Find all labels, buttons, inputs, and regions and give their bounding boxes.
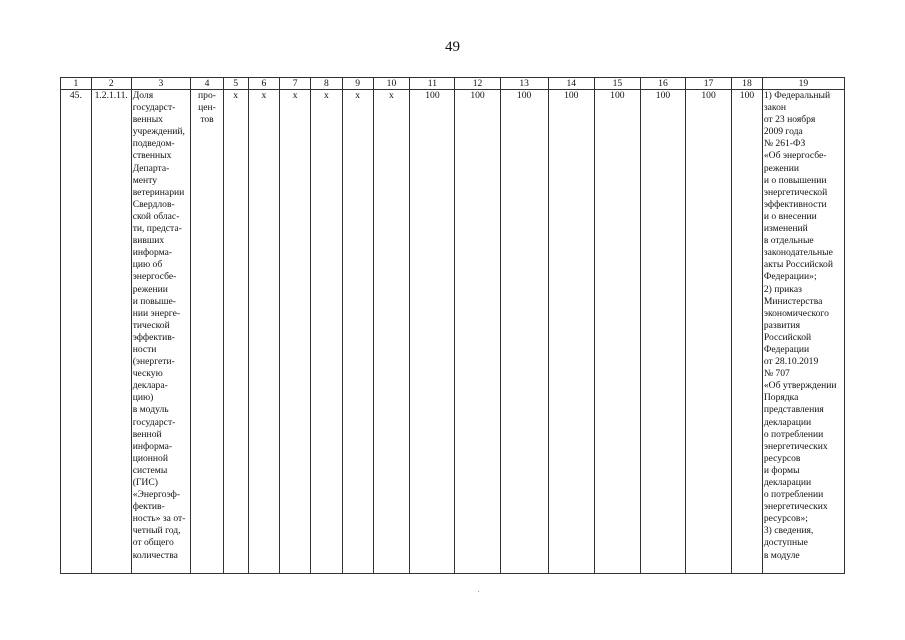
header-cell: 19 [762, 78, 844, 90]
header-cell: 8 [311, 78, 343, 90]
value-cell: 100 [686, 90, 732, 574]
value-cell: 100 [732, 90, 763, 574]
scan-speck [478, 591, 479, 592]
header-cell: 7 [280, 78, 311, 90]
header-cell: 16 [640, 78, 685, 90]
value-cell: 100 [594, 90, 640, 574]
header-cell: 17 [686, 78, 732, 90]
header-cell: 18 [732, 78, 763, 90]
header-cell: 2 [91, 78, 131, 90]
header-cell: 9 [342, 78, 373, 90]
header-cell: 3 [131, 78, 190, 90]
page-number: 49 [445, 39, 460, 55]
value-cell: 100 [640, 90, 685, 574]
header-cell: 10 [373, 78, 410, 90]
value-cell: 100 [548, 90, 594, 574]
header-cell: 6 [248, 78, 280, 90]
header-cell: 15 [594, 78, 640, 90]
value-cell: x [311, 90, 343, 574]
header-cell: 12 [455, 78, 500, 90]
header-cell: 4 [191, 78, 224, 90]
unit-of-measure: про- цен- тов [191, 90, 224, 574]
indicator-name: Доля государст- венных учреждений, подведом- ственных Дeпарта- менту ветеринарии Свердлов- ской облас- ти, предста- вивших информа- цию об энергосбе- режении и повыше- нии энерге- тической эффектив- ности (энергети- ческую деклара- цию) в модуль государст- венной информа- ционной системы (ГИС) «Энергоэф- фектив- ность» за от- четный год, от общего количества [131, 90, 190, 574]
source-reference: 1) Федеральный закон от 23 ноября 2009 года № 261-ФЗ «Об энергосбе- режении и о повышении энергетической эффективности и о внесении изменений в отдельные законодательные акты Российской Федерации»; 2) приказ Министерства экономического развития Российской Федерации от 28.10.2019 № 707 «Об утверждении Порядка представления декларации о потреблении энергетических ресурсов и формы декларации о потреблении энергетических ресурсов»; 3) сведения, доступные в модуле [762, 90, 844, 574]
value-cell: x [342, 90, 373, 574]
value-cell: x [373, 90, 410, 574]
header-cell: 14 [548, 78, 594, 90]
header-cell: 13 [500, 78, 548, 90]
header-row [61, 78, 845, 90]
value-cell: 100 [455, 90, 500, 574]
value-cell: x [280, 90, 311, 574]
value-cell: x [223, 90, 248, 574]
row-code: 1.2.1.11. [91, 90, 131, 574]
value-cell: 100 [500, 90, 548, 574]
indicator-table [60, 77, 845, 574]
value-cell: 100 [410, 90, 455, 574]
header-cell: 11 [410, 78, 455, 90]
header-cell: 5 [223, 78, 248, 90]
header-cell: 1 [61, 78, 92, 90]
table-row [61, 90, 845, 574]
row-number: 45. [61, 90, 92, 574]
value-cell: x [248, 90, 280, 574]
